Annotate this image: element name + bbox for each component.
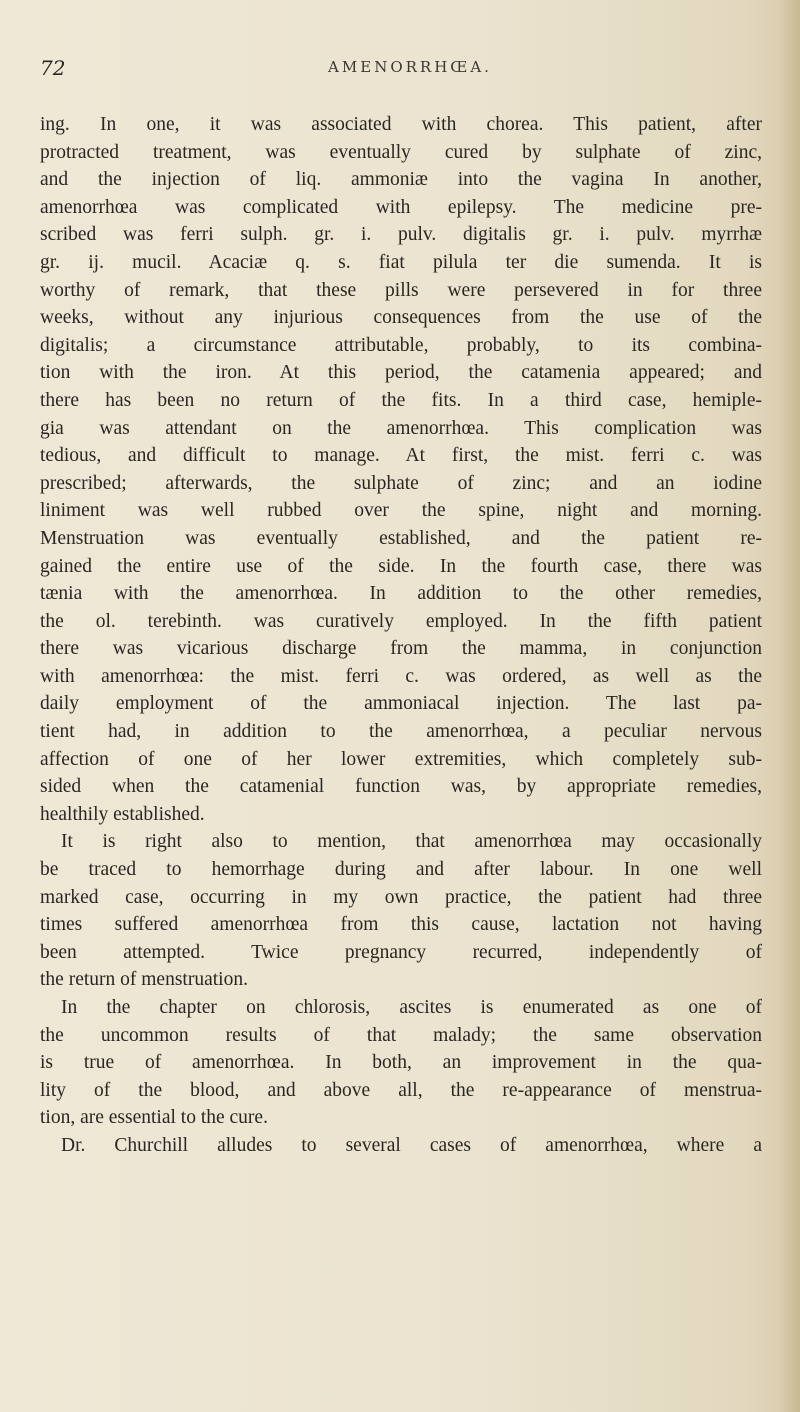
text-line-paragraph-start: It is right also to mention, that amenorrhœa may occasionally <box>61 831 762 853</box>
body-text <box>40 111 760 1160</box>
text-line-paragraph-end: healthily established. <box>40 803 205 825</box>
text-line: daily employment of the ammoniacal injection. The last pa- <box>40 693 762 715</box>
text-line: there has been no return of the fits. In a third case, hemiple- <box>40 389 762 411</box>
text-line-paragraph-start: In the chapter on chlorosis, ascites is enumerated as one of <box>61 997 762 1018</box>
text-line: times suffered amenorrhœa from this cause, lactation not having <box>40 914 762 936</box>
text-line-paragraph-end: tion, are essential to the cure. <box>40 1107 268 1129</box>
text-line: worthy of remark, that these pills were persevered in for three <box>40 279 762 301</box>
running-head: AMENORRHŒA. <box>328 58 492 76</box>
text-line: gia was attendant on the amenorrhœa. This complication was <box>40 417 762 439</box>
text-line-paragraph-start: Dr. Churchill alludes to several cases of amenorrhœa, where a <box>61 1134 762 1156</box>
text-line: sided when the catamenial function was, by appropriate remedies, <box>40 776 762 798</box>
text-line: affection of one of her lower extremities, which completely sub- <box>40 748 762 770</box>
text-line: be traced to hemorrhage during and after labour. In one well <box>40 859 762 881</box>
page-number: 72 <box>40 56 66 80</box>
text-line: marked case, occurring in my own practice, the patient had three <box>40 886 762 908</box>
text-line: tænia with the amenorrhœa. In addition to the other remedies, <box>40 583 762 605</box>
text-line: and the injection of liq. ammoniæ into the vagina In another, <box>40 169 762 191</box>
text-line-paragraph-end: the return of menstruation. <box>40 969 248 991</box>
text-line: prescribed; afterwards, the sulphate of zinc; and an iodine <box>40 472 762 494</box>
page-header <box>40 56 760 88</box>
text-line: liniment was well rubbed over the spine, night and morning. <box>40 500 762 522</box>
text-line: been attempted. Twice pregnancy recurred, independently of <box>40 941 762 963</box>
text-line: lity of the blood, and above all, the re-appearance of menstrua- <box>40 1079 762 1101</box>
text-line: the ol. terebinth. was curatively employed. In the fifth patient <box>40 610 762 632</box>
text-line: Menstruation was eventually established, and the patient re- <box>40 527 762 549</box>
text-line: digitalis; a circumstance attributable, probably, to its combina- <box>40 334 762 356</box>
text-line: amenorrhœa was complicated with epilepsy. The medicine pre- <box>40 196 762 218</box>
text-line: tion with the iron. At this period, the catamenia appeared; and <box>40 362 762 384</box>
text-line: weeks, without any injurious consequences from the use of the <box>40 307 762 329</box>
text-line: tedious, and difficult to manage. At first, the mist. ferri c. was <box>40 445 762 467</box>
text-line: with amenorrhœa: the mist. ferri c. was ordered, as well as the <box>40 665 762 687</box>
text-line: ing. In one, it was associated with chorea. This patient, after <box>40 114 762 135</box>
text-line: gained the entire use of the side. In the fourth case, there was <box>40 555 762 577</box>
text-line: tient had, in addition to the amenorrhœa, a peculiar nervous <box>40 721 762 743</box>
text-line: the uncommon results of that malady; the same observation <box>40 1024 762 1046</box>
page-edge-shadow <box>778 0 800 1412</box>
text-line: gr. ij. mucil. Acaciæ q. s. fiat pilula ter die sumenda. It is <box>40 251 762 273</box>
text-line: protracted treatment, was eventually cured by sulphate of zinc, <box>40 141 762 163</box>
text-line: is true of amenorrhœa. In both, an improvement in the qua- <box>40 1052 762 1074</box>
text-line: there was vicarious discharge from the mamma, in conjunction <box>40 638 762 660</box>
text-line: scribed was ferri sulph. gr. i. pulv. digitalis gr. i. pulv. myrrhæ <box>40 224 762 246</box>
